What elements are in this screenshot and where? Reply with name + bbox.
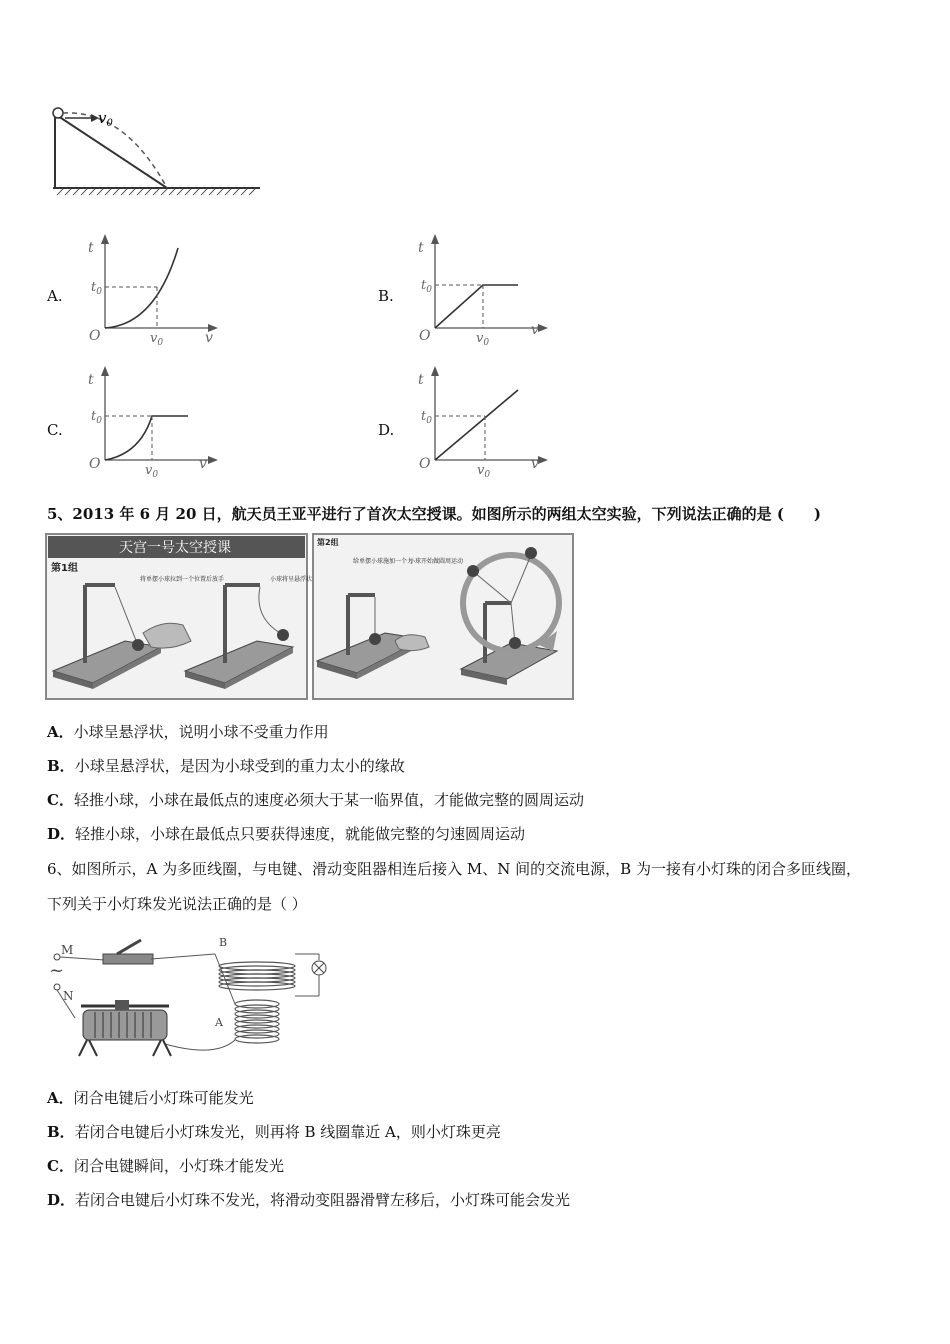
graph-d xyxy=(415,362,555,477)
coil-circuit-figure xyxy=(45,932,345,1062)
t0-label: $t_0$ xyxy=(91,280,102,297)
v-axis-label: v xyxy=(531,456,539,472)
t-axis-label: t xyxy=(88,372,94,388)
group1-note1: 将单摆小球拉到一个位置后放手 xyxy=(140,576,225,583)
coil-b-label: B xyxy=(219,936,228,949)
group2-note1: 给单摆小球施加一个力 xyxy=(353,558,414,565)
t0-label: $t_0$ xyxy=(421,278,432,295)
v0-tick-label: $v_0$ xyxy=(145,463,159,477)
origin-label: O xyxy=(419,328,431,344)
banner-title: 天宫一号太空授课 xyxy=(119,540,231,556)
ac-source-symbol: ~ xyxy=(49,960,65,981)
q4-option-c-letter[interactable]: C. xyxy=(47,421,63,439)
q6-stem-line2: 下列关于小灯珠发光说法正确的是（ ） xyxy=(47,895,307,913)
incline-projectile-figure xyxy=(45,100,275,205)
origin-label: O xyxy=(419,456,431,472)
v-axis-label: v xyxy=(199,456,207,472)
group1-note2: 小球将呈悬浮状 xyxy=(270,576,313,583)
q4-option-d-letter[interactable]: D. xyxy=(378,421,395,439)
graph-c xyxy=(85,362,225,477)
v0-tick-label: $v_0$ xyxy=(476,331,490,345)
group2-note2: 小球开始做圆周运动 xyxy=(409,558,464,565)
v-axis-label: v xyxy=(531,322,539,338)
t0-label: $t_0$ xyxy=(91,409,102,426)
v0-tick-label: $v_0$ xyxy=(477,463,491,477)
t-axis-label: t xyxy=(88,240,94,256)
q5-option-b[interactable]: B．小球呈悬浮状，是因为小球受到的重力太小的缘故 xyxy=(47,757,405,775)
q5-option-d[interactable]: D．轻推小球，小球在最低点只要获得速度，就能做完整的匀速圆周运动 xyxy=(47,825,526,843)
coil-a-label: A xyxy=(215,1016,223,1029)
q5-option-a[interactable]: A．小球呈悬浮状，说明小球不受重力作用 xyxy=(47,723,329,741)
q6-option-c[interactable]: C．闭合电键瞬间，小灯珠才能发光 xyxy=(47,1157,284,1175)
q5-stem: 5、2013 年 6 月 20 日，航天员王亚平进行了首次太空授课。如图所示的两组太空实验，下列说法正确的是 ( ) xyxy=(47,505,822,523)
t-axis-label: t xyxy=(418,372,424,388)
q4-option-a-letter[interactable]: A. xyxy=(47,287,63,305)
q6-option-b[interactable]: B．若闭合电键后小灯珠发光，则再将 B 线圈靠近 A，则小灯珠更亮 xyxy=(47,1123,501,1141)
v0-label: $v_0$ xyxy=(98,109,113,129)
terminal-m-label: M xyxy=(61,943,74,957)
t-axis-label: t xyxy=(418,240,424,256)
q4-option-b-letter[interactable]: B. xyxy=(378,287,394,305)
q5-option-c[interactable]: C．轻推小球，小球在最低点的速度必须大于某一临界值，才能做完整的圆周运动 xyxy=(47,791,584,809)
graph-b xyxy=(415,230,555,345)
q6-stem-line1: 6、如图所示，A 为多匝线圈，与电键、滑动变阻器相连后接入 M、N 间的交流电源，B 为一接有小灯珠的闭合多匝线圈， xyxy=(47,860,861,878)
v0-tick-label: $v_0$ xyxy=(150,331,164,345)
v-axis-label: v xyxy=(205,330,213,345)
t0-label: $t_0$ xyxy=(421,409,432,426)
space-lesson-figure xyxy=(45,533,575,701)
group1-label: 第1组 xyxy=(51,563,78,574)
origin-label: O xyxy=(89,328,101,344)
q6-option-a[interactable]: A．闭合电键后小灯珠可能发光 xyxy=(47,1089,254,1107)
origin-label: O xyxy=(89,456,101,472)
graph-a xyxy=(85,230,225,345)
terminal-n-label: N xyxy=(63,989,74,1003)
q6-option-d[interactable]: D．若闭合电键后小灯珠不发光，将滑动变阻器滑臂左移后，小灯珠可能会发光 xyxy=(47,1191,571,1209)
group2-label: 第2组 xyxy=(317,538,339,547)
